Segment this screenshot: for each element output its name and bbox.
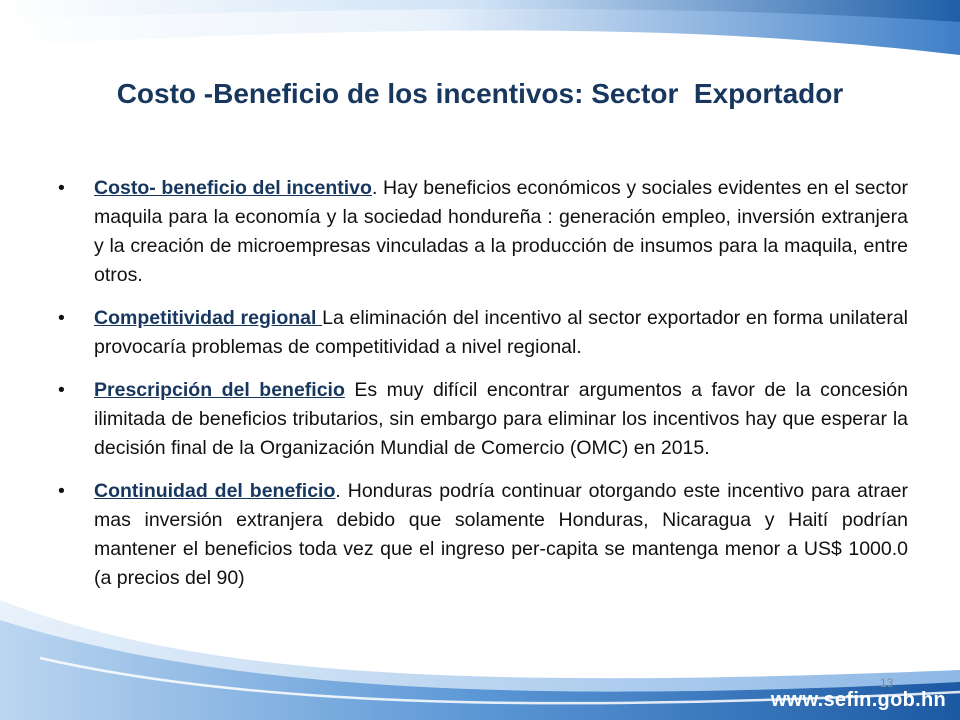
bullet-glyph: • [58,379,65,401]
bullet-list [58,174,908,607]
bullet-text: Es muy difícil encontrar argumentos a favor de la concesión ilimitada de beneficios tributarios, sin embargo para eliminar los incentivos hay que esperar la decisión final de la Organización Mundial de Comercio (OMC) en 2015. [94,379,908,459]
bullet-text: . Hay beneficios económicos y sociales evidentes en el sector maquila para la economía y la sociedad hondureña : generación empleo, inversión extranjera y la creación de microempresas vinculadas a la producción de insumos para la maquila, entre otros. [94,177,908,286]
bullet-item [58,477,908,593]
slide-title: Costo -Beneficio de los incentivos: Sector Exportador [116,78,844,109]
bullet-lead: Competitividad regional [94,307,323,329]
bullet-item [58,174,908,290]
bullet-text: La eliminación del incentivo al sector exportador en forma unilateral provocaría problemas de competitividad a nivel regional. [94,307,909,358]
bullet-glyph: • [58,177,65,199]
bullet-lead: Continuidad del beneficio [94,480,336,502]
bullet-glyph: • [58,307,65,329]
bullet-item [58,304,908,362]
bullet-glyph: • [58,480,65,502]
bullet-lead: Costo- beneficio del incentivo [94,177,372,199]
header-wave-decoration [0,0,960,140]
bullet-text: . Honduras podría continuar otorgando este incentivo para atraer mas inversión extranjera debido que solamente Honduras, Nicaragua y Haití podrían mantener el beneficios toda vez que el ingreso per-capita se mantenga menor a US$ 1000.0 (a precios del 90) [94,480,909,589]
bullet-lead: Prescripción del beneficio [94,379,345,401]
page-number: 13 [880,676,894,690]
bullet-item [58,376,908,463]
site-url-footer: www.sefin.gob.hn [770,689,946,711]
